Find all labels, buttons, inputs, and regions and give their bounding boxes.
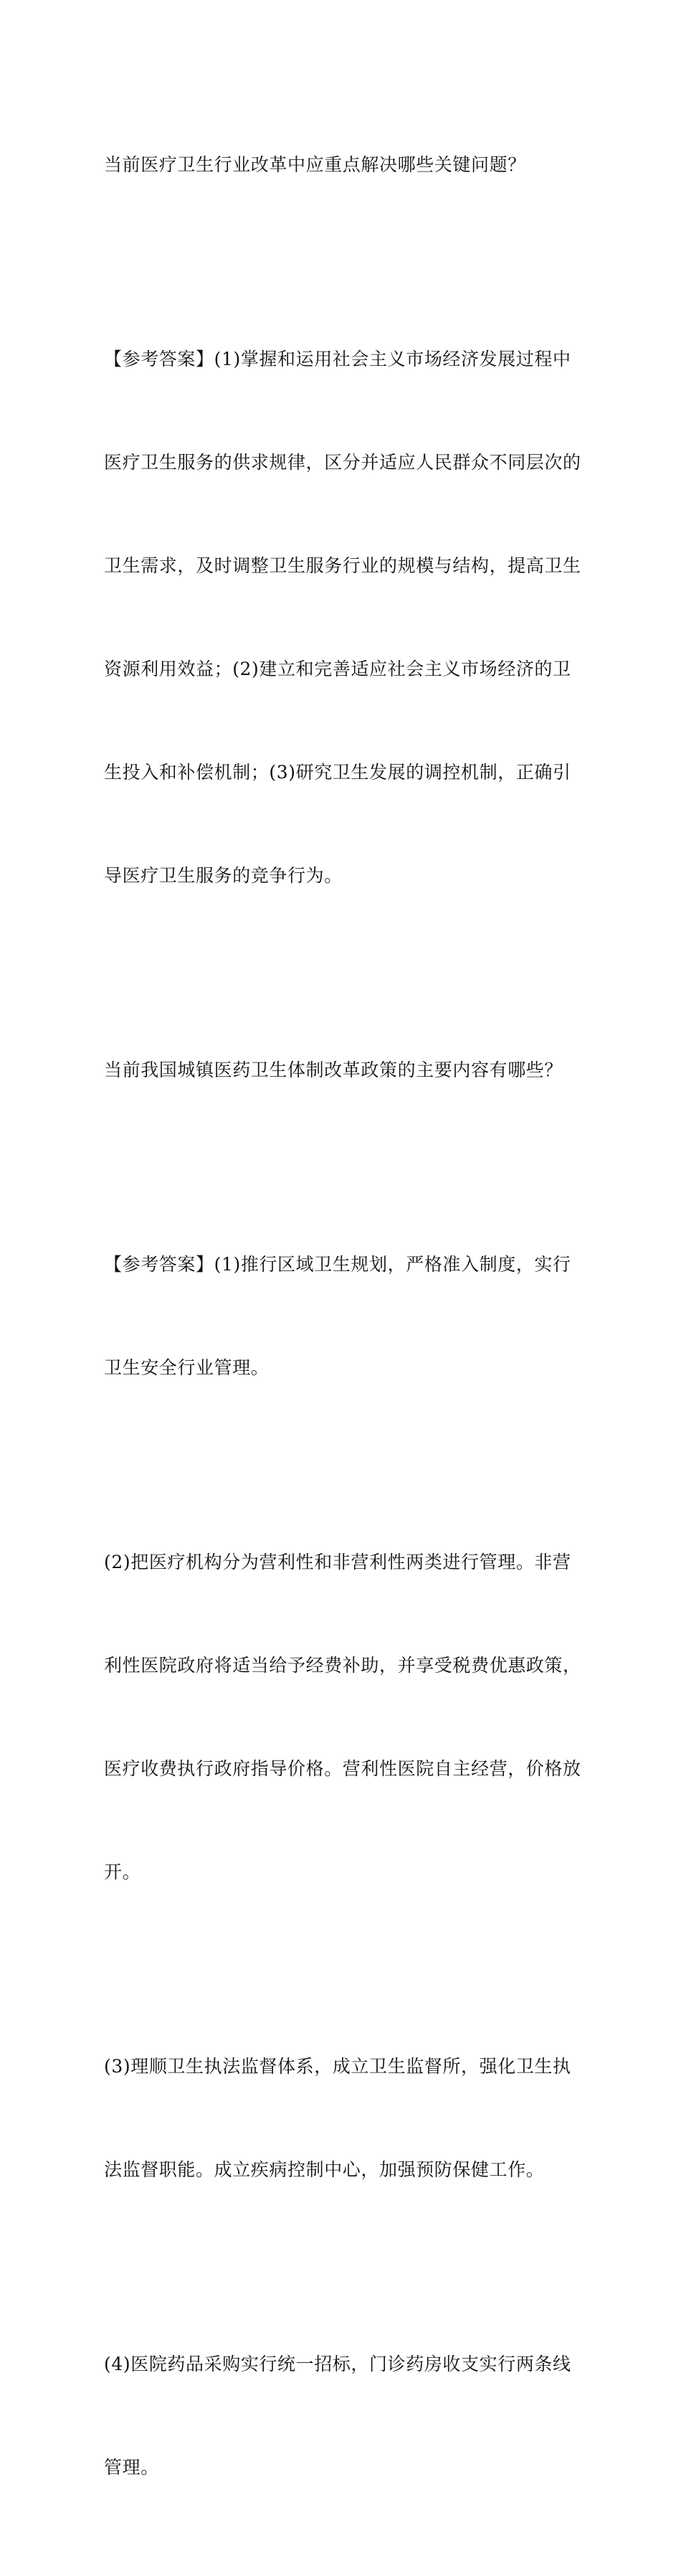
question-1-text: 当前医疗卫生行业改革中应重点解决哪些关键问题？ [104,154,526,175]
answer-line: 医疗收费执行政府指导价格。营利性医院自主经营，价格放 [104,1758,581,1779]
answer-line: 开。 [104,1862,141,1882]
answer-2-item-1 [104,1179,581,1454]
question-1 [104,79,581,251]
answer-line: (4)医院药品采购实行统一招标，门诊药房收支实行两条线 [104,2354,571,2374]
answer-line: (3)理顺卫生执法监督体系，成立卫生监督所，强化卫生执 [104,2056,571,2077]
answer-line: 导医疗卫生服务的竞争行为。 [104,865,343,886]
answer-line: 【参考答案】(1)掌握和运用社会主义市场经济发展过程中 [104,349,571,369]
answer-line: 生投入和补偿机制；(3)研究卫生发展的调控机制，正确引 [104,762,571,783]
answer-line: 卫生安全行业管理。 [104,1357,270,1378]
answer-line: 利性医院政府将适当给予经费补助，并享受税费优惠政策， [104,1655,581,1676]
question-2 [104,984,581,1156]
question-2-text: 当前我国城镇医药卫生体制改革政策的主要内容有哪些？ [104,1060,563,1080]
answer-line: 法监督职能。成立疾病控制中心，加强预防保健工作。 [104,2159,545,2180]
document-body [104,79,581,2576]
answer-line: 卫生需求，及时调整卫生服务行业的规模与结构，提高卫生 [104,555,581,576]
answer-1 [104,273,581,962]
answer-line: 管理。 [104,2457,159,2478]
answer-2-item-2 [104,1476,581,1958]
answer-2-item-3 [104,1981,581,2256]
answer-line: (2)把医疗机构分为营利性和非营利性两类进行管理。非营 [104,1552,571,1572]
answer-line: 【参考答案】(1)推行区域卫生规划，严格准入制度，实行 [104,1254,571,1275]
answer-line: 医疗卫生服务的供求规律，区分并适应人民群众不同层次的 [104,452,581,473]
answer-line: 资源利用效益；(2)建立和完善适应社会主义市场经济的卫 [104,659,571,679]
answer-2-item-4 [104,2278,581,2554]
